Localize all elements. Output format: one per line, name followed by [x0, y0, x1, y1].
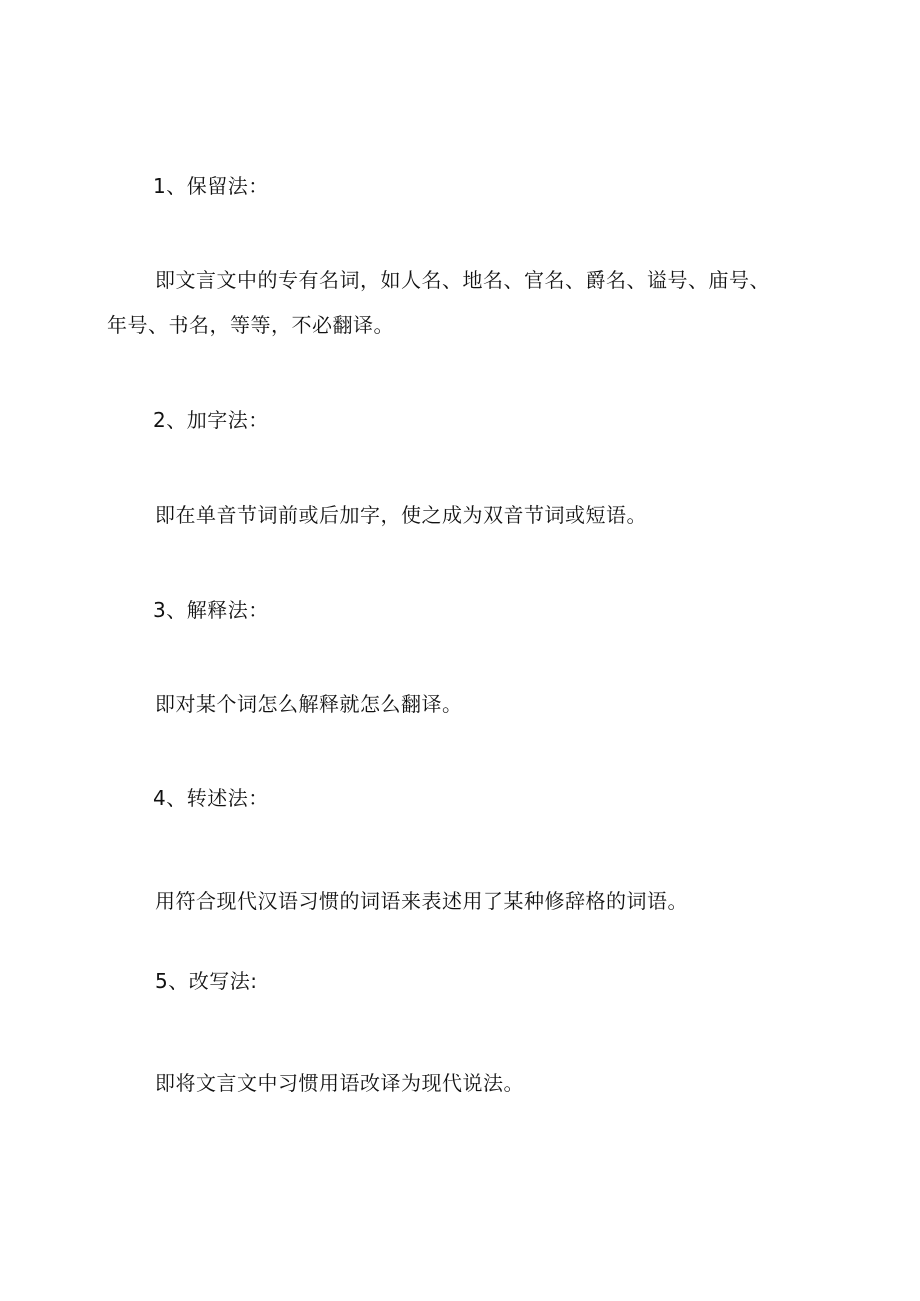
- section-5-body: 即将文言文中习惯用语改译为现代说法。: [155, 1071, 524, 1095]
- section-4-body: 用符合现代汉语习惯的词语来表述用了某种修辞格的词语。: [155, 889, 688, 913]
- section-1-body-line-1: 即文言文中的专有名词，如人名、地名、官名、爵名、谥号、庙号、: [155, 268, 770, 292]
- section-5-heading: 5、改写法:: [155, 969, 258, 993]
- section-1-heading: 1、保留法：: [153, 174, 269, 198]
- section-1-body-line-2: 年号、书名，等等，不必翻译。: [107, 313, 394, 337]
- section-3-body: 即对某个词怎么解释就怎么翻译。: [155, 692, 463, 716]
- section-2-heading: 2、加字法：: [153, 408, 269, 432]
- section-2-body: 即在单音节词前或后加字，使之成为双音节词或短语。: [155, 503, 647, 527]
- section-3-heading: 3、解释法：: [153, 598, 269, 622]
- section-4-heading: 4、转述法：: [153, 786, 269, 810]
